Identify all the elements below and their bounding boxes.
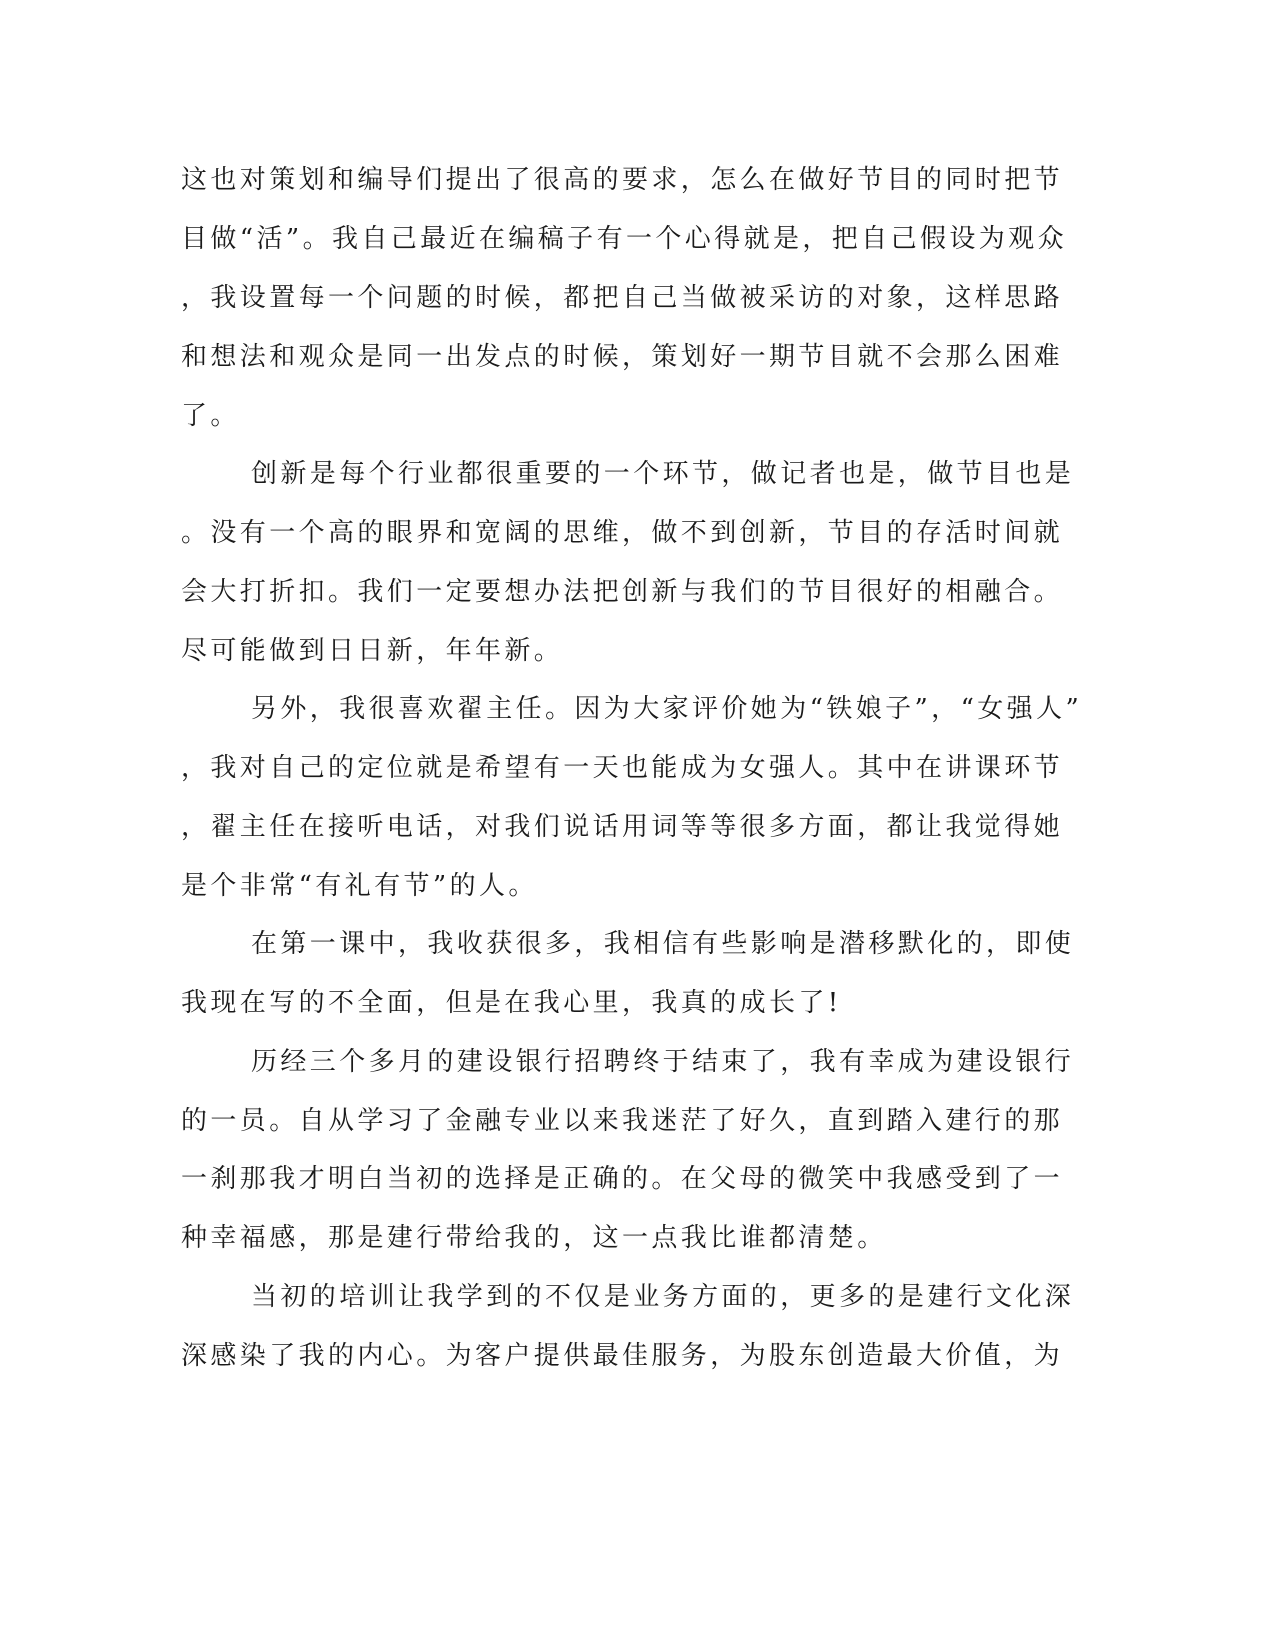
text-line: 深感染了我的内心。为客户提供最佳服务，为股东创造最大价值，为	[181, 1341, 1064, 1371]
text-line: 是个非常“有礼有节”的人。	[181, 871, 538, 901]
paragraph-first-line: 另外，我很喜欢翟主任。因为大家评价她为“铁娘子”，“女强人”	[251, 694, 1083, 724]
text-line: 会大打折扣。我们一定要想办法把创新与我们的节目很好的相融合。	[181, 577, 1064, 607]
text-line: ，我设置每一个问题的时候，都把自己当做被采访的对象，这样思路	[181, 283, 1064, 313]
text-line: ，我对自己的定位就是希望有一天也能成为女强人。其中在讲课环节	[181, 753, 1064, 783]
text-line: 了。	[181, 401, 240, 431]
paragraph-first-line: 当初的培训让我学到的不仅是业务方面的，更多的是建行文化深	[251, 1282, 1075, 1312]
text-line: 我现在写的不全面，但是在我心里，我真的成长了!	[181, 988, 842, 1018]
text-line: 种幸福感，那是建行带给我的，这一点我比谁都清楚。	[181, 1223, 887, 1253]
text-line: 一刹那我才明白当初的选择是正确的。在父母的微笑中我感受到了一	[181, 1164, 1064, 1194]
paragraph-first-line: 创新是每个行业都很重要的一个环节，做记者也是，做节目也是	[251, 459, 1075, 489]
paragraph-first-line: 历经三个多月的建设银行招聘终于结束了，我有幸成为建设银行	[251, 1047, 1075, 1077]
text-line: ，翟主任在接听电话，对我们说话用词等等很多方面，都让我觉得她	[181, 812, 1064, 842]
text-line: 。没有一个高的眼界和宽阔的思维，做不到创新，节目的存活时间就	[181, 518, 1064, 548]
paragraph-first-line: 在第一课中，我收获很多，我相信有些影响是潜移默化的，即使	[251, 929, 1075, 959]
text-line: 尽可能做到日日新，年年新。	[181, 636, 564, 666]
text-line: 的一员。自从学习了金融专业以来我迷茫了好久，直到踏入建行的那	[181, 1106, 1064, 1136]
text-line: 这也对策划和编导们提出了很高的要求，怎么在做好节目的同时把节	[181, 165, 1064, 195]
text-line: 目做“活”。我自己最近在编稿子有一个心得就是，把自己假设为观众	[181, 224, 1067, 254]
text-line: 和想法和观众是同一出发点的时候，策划好一期节目就不会那么困难	[181, 342, 1064, 372]
